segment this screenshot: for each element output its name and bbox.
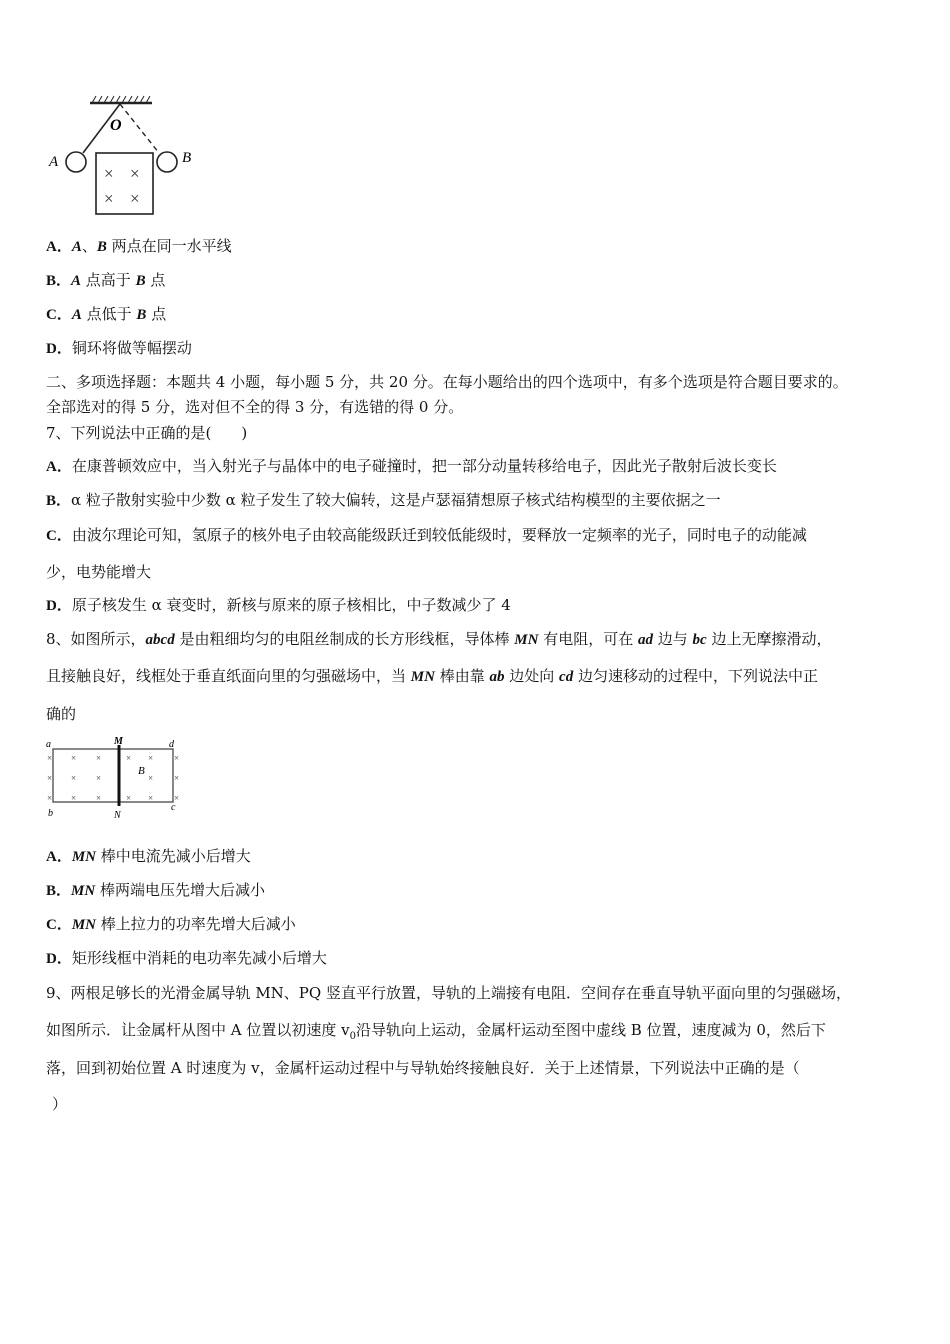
section-2-heading: 二、多项选择题：本题共 4 小题，每小题 5 分，共 20 分。在每小题给出的四个选项中，有多个选项是符合题目要求的。 bbox=[46, 373, 848, 391]
svg-text:×: × bbox=[47, 773, 53, 783]
svg-text:×: × bbox=[71, 793, 77, 803]
svg-text:×: × bbox=[174, 793, 180, 803]
svg-text:×: × bbox=[71, 753, 77, 763]
q8-option-a: A．MN 棒中电流先减小后增大 bbox=[46, 847, 251, 865]
field-cross: × bbox=[130, 164, 140, 183]
svg-text:M: M bbox=[114, 736, 123, 747]
label-A: A bbox=[49, 154, 59, 170]
q8-stem-line-3: 确的 bbox=[46, 705, 77, 723]
field-cross: × bbox=[130, 189, 140, 208]
field-cross: × bbox=[104, 164, 114, 183]
q7-option-a: A．在康普顿效应中，当入射光子与晶体中的电子碰撞时，把一部分动量转移给电子，因此光子散射后波长变长 bbox=[46, 457, 777, 475]
q9-stem-line-3: 落，回到初始位置 A 时速度为 v，金属杆运动过程中与导轨始终接触良好．关于上述情景，下列说法中正确的是（ bbox=[46, 1059, 800, 1077]
svg-text:×: × bbox=[174, 753, 180, 763]
svg-text:×: × bbox=[96, 793, 102, 803]
svg-text:×: × bbox=[96, 773, 102, 783]
q9-stem-line-2: 如图所示．让金属杆从图中 A 位置以初速度 $v_0$沿导轨向上运动，金属杆运动至图中虚线 B 位置，速度减为 0，然后下 bbox=[46, 1021, 826, 1042]
svg-text:B: B bbox=[138, 765, 145, 777]
svg-text:b: b bbox=[48, 808, 53, 819]
q6-option-d: D．铜环将做等幅摆动 bbox=[46, 339, 192, 357]
q6-option-c: C．A 点低于 B 点 bbox=[46, 305, 167, 323]
figure-rectangular-frame bbox=[42, 734, 192, 824]
q8-stem-line-1: 8、如图所示，abcd 是由粗细均匀的电阻丝制成的长方形线框，导体棒 MN 有电阻，可在 ad 边与 bc 边上无摩擦滑动， bbox=[46, 630, 832, 648]
q8-option-b: B．MN 棒两端电压先增大后减小 bbox=[46, 881, 265, 899]
svg-text:×: × bbox=[71, 773, 77, 783]
field-cross: × bbox=[104, 189, 114, 208]
svg-text:a: a bbox=[46, 739, 51, 750]
label-O: O bbox=[110, 117, 122, 134]
ring-b bbox=[157, 152, 177, 172]
q7-option-d: D．原子核发生 α 衰变时，新核与原来的原子核相比，中子数减少了 4 bbox=[46, 596, 511, 614]
q7-option-c-continued: 少，电势能增大 bbox=[46, 563, 152, 581]
ring-a bbox=[66, 152, 86, 172]
svg-text:×: × bbox=[47, 793, 53, 803]
svg-text:×: × bbox=[126, 753, 132, 763]
svg-text:×: × bbox=[174, 773, 180, 783]
svg-text:×: × bbox=[47, 753, 53, 763]
svg-text:d: d bbox=[169, 739, 174, 750]
q9-stem-line-1: 9、两根足够长的光滑金属导轨 MN、PQ 竖直平行放置，导轨的上端接有电阻．空间存在垂直导轨平面向里的匀强磁场， bbox=[46, 984, 851, 1002]
q9-stem-line-4: ） bbox=[52, 1095, 68, 1113]
q6-option-b: B．A 点高于 B 点 bbox=[46, 271, 166, 289]
svg-text:×: × bbox=[148, 753, 154, 763]
section-2-scoring: 全部选对的得 5 分，选对但不全的得 3 分，有选错的得 0 分。 bbox=[46, 398, 464, 416]
svg-text:×: × bbox=[148, 793, 154, 803]
label-B: B bbox=[182, 150, 192, 166]
q6-option-a: A．A、B 两点在同一水平线 bbox=[46, 237, 232, 255]
q8-option-d: D．矩形线框中消耗的电功率先减小后增大 bbox=[46, 949, 327, 967]
svg-text:×: × bbox=[96, 753, 102, 763]
q7-option-c: C．由波尔理论可知，氢原子的核外电子由较高能级跃迁到较低能级时，要释放一定频率的光子，同时电子的动能减 bbox=[46, 526, 807, 544]
figure-pendulum bbox=[40, 92, 210, 220]
svg-text:×: × bbox=[126, 793, 132, 803]
svg-text:N: N bbox=[114, 810, 121, 821]
svg-text:×: × bbox=[148, 773, 154, 783]
q8-stem-line-2: 且接触良好，线框处于垂直纸面向里的匀强磁场中，当 MN 棒由靠 ab 边处向 cd 边匀速移动的过程中，下列说法中正 bbox=[46, 667, 818, 685]
q7-option-b: B．α 粒子散射实验中少数 α 粒子发生了较大偏转，这是卢瑟福猜想原子核式结构模型的主要依据之一 bbox=[46, 491, 721, 509]
q8-option-c: C．MN 棒上拉力的功率先增大后减小 bbox=[46, 915, 296, 933]
q7-stem: 7、下列说法中正确的是( ) bbox=[46, 424, 248, 442]
svg-text:c: c bbox=[171, 802, 176, 813]
